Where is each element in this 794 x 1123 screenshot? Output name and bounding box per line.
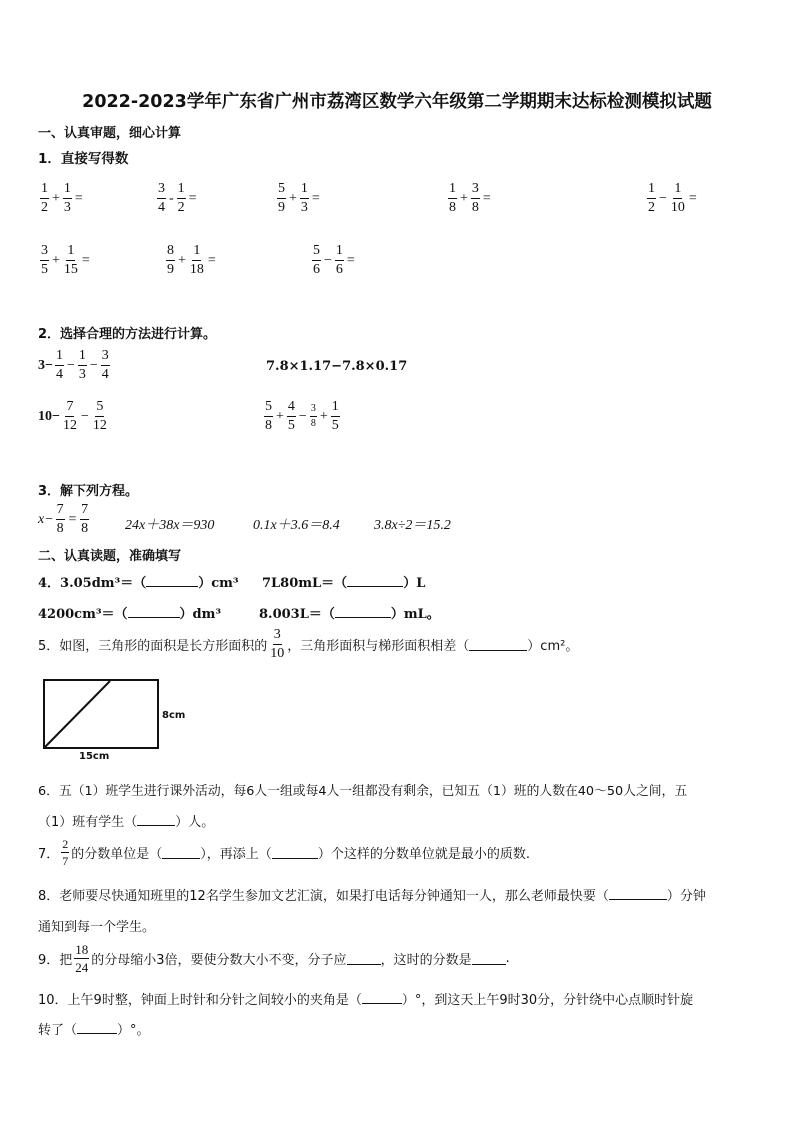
operator: - — [169, 190, 174, 206]
fraction: $\frac{1}{3}$ — [78, 348, 86, 382]
q9-mid2: ，这时的分数是 — [380, 953, 472, 968]
triangle-diagonal — [45, 681, 110, 747]
fraction: $\frac{1}{6}$ — [335, 243, 343, 277]
q4-part-a: 4．3.05dm³＝（ ）cm³ — [38, 576, 239, 591]
q9-text — [38, 943, 510, 974]
q2-expr-3 — [38, 400, 110, 433]
answer-blank[interactable] — [335, 605, 391, 618]
operator: + — [460, 190, 468, 206]
operator: + — [52, 252, 60, 268]
q7-mid: 的分数单位是（ — [71, 847, 163, 862]
q6-line-1: 6．五（1）班学生进行课外活动，每6人一组或每4人一组都没有剩余，已知五（1）班的人数在40～50人之间，五 — [38, 784, 688, 799]
q6-line-2: （1）班有学生（ ）人。 — [38, 815, 215, 830]
fraction: $\frac{7}{12}$ — [62, 399, 77, 433]
q5-pre: 5．如图，三角形的面积是长方形面积的 — [38, 639, 268, 654]
fraction: $\frac{1}{10}$ — [670, 181, 685, 215]
fraction: $\frac{5}{9}$ — [278, 181, 285, 215]
q5-end: ）cm²。 — [527, 639, 579, 654]
q1-item — [645, 182, 698, 215]
q1-item — [38, 182, 84, 215]
answer-blank[interactable] — [137, 813, 175, 826]
q1-item — [38, 244, 91, 277]
fraction: $\frac{3}{5}$ — [41, 243, 48, 277]
q10-line-1: 10．上午9时整，钟面上时针和分针之间较小的夹角是（ ）°，到这天上午9时30分，分针绕中心点顺时针旋 — [38, 993, 694, 1008]
q9-pre: 9．把 — [38, 953, 73, 968]
fraction: $\frac{3}{8}$ — [471, 181, 479, 215]
q1-item — [310, 244, 356, 277]
q1-item — [155, 182, 198, 215]
q3-label: 3．解下列方程。 — [38, 484, 139, 499]
fraction: $\frac{1}{18}$ — [189, 243, 204, 277]
fraction: $\frac{1}{2}$ — [41, 181, 48, 215]
section-1-heading: 一、认真审题，细心计算 — [38, 126, 182, 141]
operator: − — [298, 408, 307, 424]
fraction: $\frac{1}{2}$ — [177, 181, 185, 215]
fraction: $\frac{2}{7}$ — [62, 837, 69, 868]
q4-part-d: 8.003L＝（ ）mL。 — [259, 607, 440, 622]
section-2-heading: 二、认真读题，准确填写 — [38, 549, 182, 564]
equals-sign: = — [207, 252, 216, 268]
fraction: $\frac{5}{8}$ — [265, 399, 272, 433]
fraction: $\frac{1}{8}$ — [449, 181, 456, 215]
answer-blank[interactable] — [362, 991, 402, 1004]
operator: + — [289, 190, 297, 206]
fraction: $\frac{7}{8}$ — [81, 502, 89, 536]
fraction: $\frac{3}{10}$ — [270, 627, 285, 661]
operator: + — [178, 252, 186, 268]
fraction: $\frac{18}{24}$ — [75, 942, 89, 975]
q8-line-1: 8．老师要尽快通知班里的12名学生参加文艺汇演，如果打电话每分钟通知一人，那么老师最快要（ ）分钟 — [38, 889, 706, 904]
answer-blank[interactable] — [347, 574, 403, 587]
page-title: 2022-2023学年广东省广州市荔湾区数学六年级第二学期期末达标检测模拟试题 — [82, 92, 712, 112]
answer-blank[interactable] — [77, 1021, 117, 1034]
fraction: $\frac{1}{4}$ — [55, 348, 63, 382]
q1-item — [446, 182, 492, 215]
fraction: $\frac{1}{3}$ — [300, 181, 308, 215]
operator: + — [276, 408, 284, 424]
q1-label: 1．直接写得数 — [38, 151, 129, 167]
q3-eq-4: 3.8x÷2＝15.2 — [374, 518, 451, 533]
equals-sign: = — [311, 190, 320, 206]
q1-item — [164, 244, 217, 277]
answer-blank[interactable] — [469, 638, 527, 651]
equals-sign: = — [81, 252, 90, 268]
fraction: $\frac{8}{9}$ — [167, 243, 174, 277]
operator: − — [80, 408, 89, 424]
operator: = — [67, 511, 78, 527]
fraction: $\frac{3}{4}$ — [158, 181, 165, 215]
q4-part-b: 7L80mL＝（ ）L — [262, 576, 426, 591]
q5-post: ，三角形面积与梯形面积相差（ — [287, 639, 470, 654]
answer-blank[interactable] — [272, 846, 318, 859]
equals-sign: = — [74, 190, 83, 206]
operator: − — [324, 252, 332, 268]
fraction: $\frac{5}{12}$ — [92, 399, 107, 433]
q2-e3-lead: 10− — [38, 408, 60, 424]
operator: + — [319, 408, 328, 424]
q2-label: 2．选择合理的方法进行计算。 — [38, 327, 217, 342]
answer-blank[interactable] — [609, 887, 667, 900]
q4-part-c: 4200cm³＝（ ）dm³ — [38, 607, 222, 622]
q7-pre: 7． — [38, 847, 60, 862]
operator: − — [659, 190, 667, 206]
equals-sign: = — [688, 190, 697, 206]
q7-text — [38, 838, 530, 867]
answer-blank[interactable] — [347, 952, 381, 965]
fraction: $\frac{1}{5}$ — [331, 399, 339, 433]
operator: − — [66, 357, 75, 373]
answer-blank[interactable] — [472, 952, 506, 965]
operator: + — [52, 190, 60, 206]
fraction: $\frac{3}{8}$ — [310, 403, 316, 429]
q9-end: . — [505, 951, 510, 966]
answer-blank[interactable] — [128, 605, 180, 618]
fraction: $\frac{7}{8}$ — [56, 502, 64, 536]
fraction: $\frac{1}{15}$ — [63, 243, 78, 277]
equals-sign: = — [482, 190, 491, 206]
q9-mid: 的分母缩小3倍，要使分数大小不变，分子应 — [91, 953, 347, 968]
fraction: $\frac{1}{3}$ — [63, 181, 71, 215]
answer-blank[interactable] — [162, 846, 200, 859]
equals-sign: = — [346, 252, 355, 268]
answer-blank[interactable] — [146, 574, 198, 587]
fraction: $\frac{5}{6}$ — [313, 243, 320, 277]
operator: − — [89, 357, 98, 373]
q2-expr-1 — [38, 349, 112, 382]
rectangle-figure — [40, 678, 170, 754]
fraction: $\frac{1}{2}$ — [648, 181, 655, 215]
fraction: $\frac{4}{5}$ — [287, 399, 295, 433]
q2-e1-lead: 3− — [38, 357, 53, 373]
q10-line-2: 转了（ ）°。 — [38, 1023, 150, 1038]
q7-end: ）个这样的分数单位就是最小的质数. — [317, 847, 530, 862]
height-label: 8cm — [162, 710, 186, 721]
width-label: 15cm — [79, 751, 110, 762]
q1-item — [275, 182, 321, 215]
q3-e1-lead: x− — [38, 511, 54, 527]
q2-expr-2: 7.8×1.17−7.8×0.17 — [266, 359, 408, 374]
q7-mid2: ），再添上（ — [200, 847, 272, 862]
q8-line-2: 通知到每一个学生。 — [38, 920, 156, 935]
q2-expr-4 — [262, 400, 342, 433]
q3-eq-3: 0.1x＋3.6＝8.4 — [253, 518, 340, 533]
q5-text — [38, 628, 578, 661]
fraction: $\frac{3}{4}$ — [101, 348, 109, 382]
equals-sign: = — [188, 190, 197, 206]
q3-eq-1 — [38, 503, 91, 536]
q3-eq-2: 24x＋38x＝930 — [125, 518, 215, 533]
